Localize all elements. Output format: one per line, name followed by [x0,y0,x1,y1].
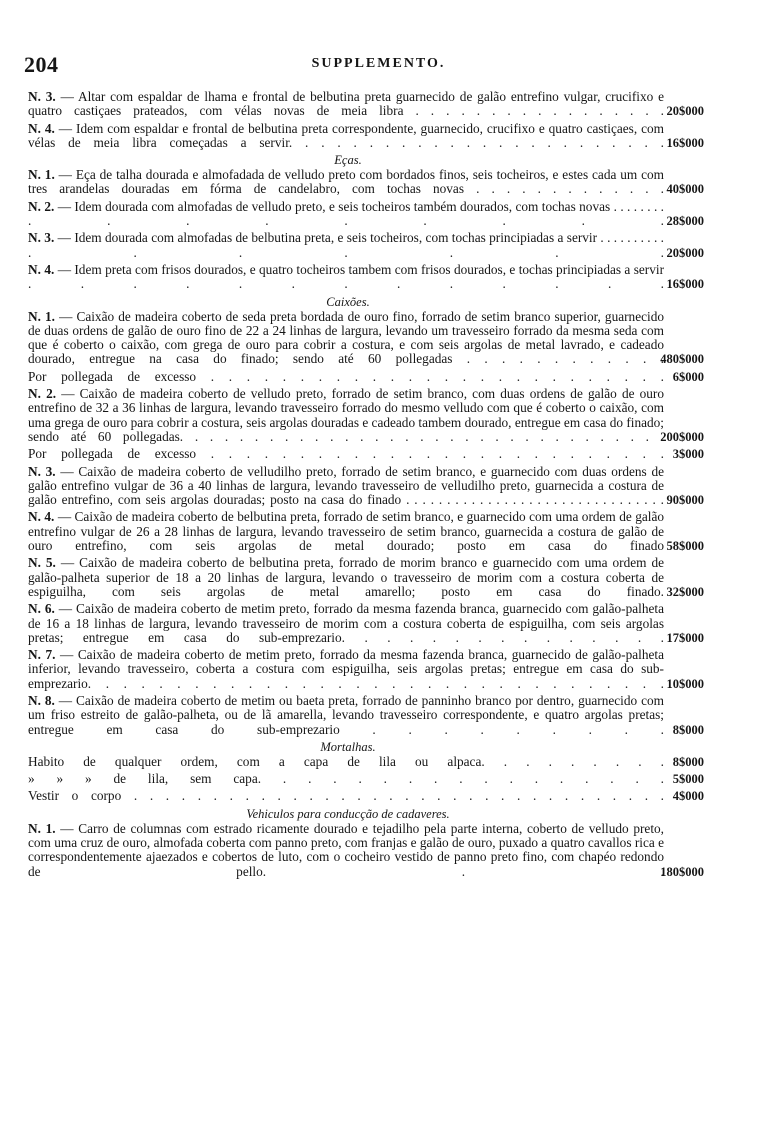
section-title: Eças. [334,153,362,168]
section-title: Mortalhas. [320,739,376,754]
price-list [28,89,704,882]
entry-description [28,694,668,737]
section-title: Vehiculos para conducção de cadaveres. [246,806,450,821]
price-entry [28,788,704,804]
entry-price: 480$000 [660,352,704,367]
entry-number: N. 3. [28,89,56,104]
entry-number: N. 3. [28,463,56,479]
entry-description [28,263,668,292]
entry-description [28,122,668,151]
price-entry [28,167,704,197]
entry-text: — Caixão de madeira coberto de belbutina preta, forrado de morim branco e guarnecido com uma ordem de galão-palheta superior de 18 a 20 linhas de largura, levando o travesseiro de morim com a costura coberta de espiguilha, com seis argolas de metal amarello; posto em casa do finado. [28,555,664,599]
entry-text: — Caixão de madeira coberto de seda preta bordada de ouro fino, forrado de setim branco superior, guarnecido de duas ordens de galão de ouro fino de 22 a 24 linhas de largura, levando um travesseiro forrado da mesma seda com que é coberto o caixão, com grega de ouro para cobrir a costura, e com seis argolas de metal lavrado, e cadeado dourado, entregue na casa do finado; sendo até 60 pollegadas . . . . . . . . . . . . [28,308,664,367]
entry-text: — Idem com espaldar e frontal de belbutina preta correspondente, guarnecido, crucifixo e quatro castiçaes, com vélas de meia libra começadas a servir. . . . . . . . . . . . . . . . . . . . . . . . [28,120,664,150]
entry-price: 8$000 [672,754,704,769]
entry-price: 3$000 [672,447,704,462]
entry-price: 16$000 [666,277,704,292]
entry-text: — Carro de columnas com estrado ricamente dourado e tejadilho pela parte interna, coberto de velludo preto, com uma cruz de ouro, almofada coberta com panno preto, com franjas e galão de ouro, puxado a quatro cavallos rica e correspondentemente ajaezados e cobertos de luto, com o cocheiro vestido de panno preto fino, com chapéo redondo de pello. . . [28,820,665,879]
entry-price: 58$000 [666,539,704,554]
entry-text: — Caixão de madeira coberto de velludo preto, forrado de setim branco, com duas ordens de galão de ouro entrefino de 32 a 36 linhas de largura, levando travesseiro forrado do mesmo velludo com que é coberto o caixão, com uma grega de ouro para cobrir a costura, seis argolas douradas e cadeado tambem dourado, entregue em casa do finado; sendo até 60 pollegadas. . . . . . . . . . . . . . . . . . . . . . . . . . . . . . . . . [28,386,665,444]
entry-description [28,510,668,553]
entry-text: — Idem dourada com almofadas de belbutina preta, e seis tocheiros, com tochas principiadas a servir . . . . . . . . . . . . . . . . . [28,230,664,260]
entry-price: 20$000 [666,245,704,260]
entry-number: N. 8. [28,692,55,708]
price-entry [28,198,704,229]
entry-number: N. 1. [28,308,55,324]
entry-text: — Caixão de madeira coberto de belbutina preta, forrado de setim branco, e guarnecido com uma ordem de galão entrefino vulgar de 26 a 28 linhas de largura, levando travesseiro de setim branco, guarnecida a costura de galão de ouro entrefino, com seis argolas de metal dourado; posto em casa do finado [28,509,665,554]
entry-description [28,755,668,769]
entry-description [28,310,668,367]
entry-description [28,387,668,444]
entry-number: N. 6. [28,601,55,617]
page-number: 204 [24,52,59,77]
entry-price: 180$000 [660,864,704,879]
price-entry [28,120,704,151]
entry-description [28,370,668,384]
entry-description [28,447,668,461]
price-entry [28,89,704,119]
entry-description [28,789,668,803]
price-entry [28,555,704,599]
entry-text: — Caixão de madeira coberto de metim ou baeta preta, forrado de panninho branco por dentro, guarnecido com um friso estreito de galão-palheta, ou de lã amarella, levando travesseiro correspondente, e quatro argolas pretas; entregue em casa do sub-emprezario . . . . . . . . . [28,692,664,737]
entry-number: N. 7. [28,647,56,663]
entry-text: — Altar com espaldar de lhama e frontal de belbutina preta guarnecido de galão entrefino vulgar, crucifixo e quatro castiçaes prateados, com vélas novas de meia libra . . . . . . . . . . . . . . . . . [28,89,664,119]
entry-text: Por pollegada de excesso . . . . . . . . . . . . . . . . . . . . . . . . . . [28,446,664,462]
entry-price: 17$000 [666,630,704,645]
entry-number: N. 4. [28,261,55,277]
entry-number: N. 1. [28,820,56,836]
entry-description [28,168,668,197]
entry-price: 28$000 [666,214,704,229]
price-entry [28,771,704,787]
entry-description [28,90,668,119]
entry-description [28,822,668,879]
entry-number: N. 3. [28,230,55,246]
price-entry [28,647,704,691]
entry-description [28,648,668,691]
price-entry [28,820,704,879]
price-entry [28,601,704,645]
entry-text: — Eça de talha dourada e almofadada de velludo preto com bordados finos, seis tocheiros, e estes cada um com tres arandelas douradas em fórma de candelabro, com tochas novas . . . . . . . . . . . . . [28,167,665,197]
entry-price: 10$000 [666,676,704,691]
entry-description [28,772,668,786]
entry-price: 90$000 [666,493,704,508]
entry-text: Vestir o corpo . . . . . . . . . . . . . . . . . . . . . . . . . . . . . . . . . . [28,788,664,804]
entry-number: N. 1. [28,167,55,183]
entry-price: 4$000 [672,789,704,804]
price-entry [28,509,704,554]
entry-description [28,231,668,260]
price-entry [28,692,704,737]
price-entry [28,446,704,462]
entry-price: 40$000 [666,182,704,197]
entry-description [28,602,668,645]
entry-text: — Caixão de madeira coberto de metim preto, forrado da mesma fazenda branca, guarnecido com galão-palheta de 16 a 18 linhas de largura, levando travesseiro de morim com a costura coberta de espiguilha, com seis argolas pretas; entregue em casa do sub-emprezario. . . . . . . . . . . . . . . [28,601,664,645]
entry-number: N. 2. [28,198,55,214]
entry-number: N. 4. [28,120,55,136]
entry-number: N. 5. [28,555,56,571]
entry-text: Por pollegada de excesso . . . . . . . . . . . . . . . . . . . . . . . . . . [28,368,664,384]
page-header [24,52,733,80]
entry-price: 8$000 [672,722,704,737]
entry-text: — Idem preta com frisos dourados, e quatro tocheiros tambem com frisos dourados, e tochas principiadas a servir . . . . . . . . . . . . . [28,261,664,292]
price-entry [28,368,704,384]
entry-text: — Idem dourada com almofadas de velludo preto, e seis tocheiros também dourados, com tochas novas . . . . . . . . . . . . . . . . . [28,198,664,229]
entry-price: 20$000 [666,104,704,119]
price-entry [28,230,704,260]
entry-number: N. 2. [28,386,57,402]
price-entry [28,261,704,292]
price-entry [28,463,704,508]
entry-price: 6$000 [672,369,704,384]
entry-description [28,556,668,599]
entry-description [28,465,668,508]
entry-text: — Caixão de madeira coberto de metim preto, forrado da mesma fazenda branca, guarnecido de galão-palheta inferior, levando travesseiro, coberta a costura com espiguilha, seis argolas pretas; entregue em casa do sub-emprezario. . . . . . . . . . . . . . . . . . . . . . . . . . . . . . . . . [28,647,665,691]
section-title: Caixões. [326,294,370,309]
entry-price: 16$000 [666,135,704,150]
entry-price: 32$000 [666,584,704,599]
price-entry [28,386,704,444]
entry-number: N. 4. [28,509,55,525]
entry-text: — Caixão de madeira coberto de velludilho preto, forrado de setim branco, e guarnecido com duas ordens de galão entrefino vulgar de 36 a 40 linhas de largura, levando travesseiro de velludilho preto, guarnecida a costura de galão entrefino, com seis argolas douradas; posto na casa do finado . . . . . . . . . . . . . . . . . . . . . . . . . . . . . . . . [28,463,664,508]
entry-description [28,200,668,229]
entry-text: » » » de lila, sem capa. . . . . . . . . . . . . . . . . [28,771,664,787]
price-entry [28,753,704,769]
entry-text: Habito de qualquer ordem, com a capa de lila ou alpaca. . . . . . . . . [28,753,664,769]
entry-price: 5$000 [672,772,704,787]
entry-price: 200$000 [660,429,704,444]
running-title: SUPPLEMENTO. [311,56,446,71]
price-entry [28,308,704,367]
